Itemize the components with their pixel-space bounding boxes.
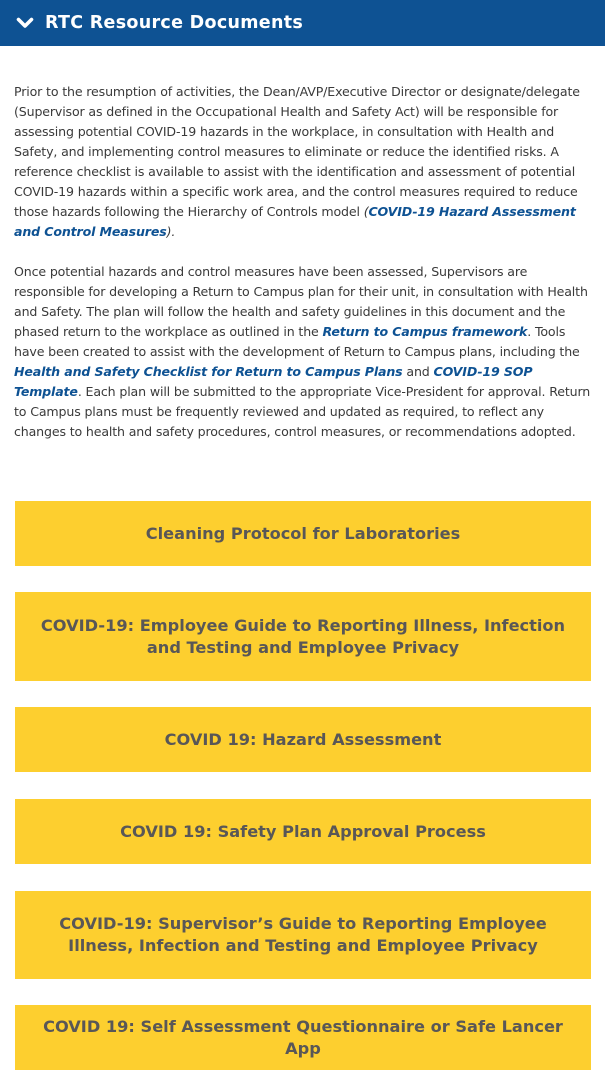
paragraph-1-text: Prior to the resumption of activities, the Dean/AVP/Executive Director or designate/delegate (Supervisor as defined in the Occupational Health and Safety Act) will be responsible for assessing potential COVID-19 hazards in the workplace, in consultation with Health and Safety, and implementing control measures to eliminate or reduce the identified risks. A reference checklist is available to assist with the identification and assessment of potential COVID-19 hazards within a specific work area, and the control measures required to reduce those hazards following the Hierarchy of Controls model bbox=[14, 84, 580, 219]
paragraph-2-text-d: . Each plan will be submitted to the appropriate Vice-President for approval. Return to Campus plans must be frequently reviewed and updated as required, to reflect any changes to health and safety procedures, control measures, or recommendations adopted. bbox=[14, 384, 591, 439]
health-safety-checklist-link[interactable]: Health and Safety Checklist for Return to Campus Plans bbox=[14, 364, 403, 379]
chevron-down-icon bbox=[16, 16, 34, 30]
resource-button-label: COVID 19: Safety Plan Approval Process bbox=[120, 821, 486, 841]
resource-button-cleaning-protocol[interactable] bbox=[15, 501, 591, 566]
resource-button-safety-plan-approval[interactable] bbox=[15, 799, 591, 864]
resource-button-label: COVID-19: Employee Guide to Reporting Illness, Infection and Testing and Employee Privacy bbox=[40, 615, 566, 657]
sop-template-link[interactable]: COVID-19 SOP Template bbox=[14, 364, 533, 399]
paragraph-2-text-b: . Tools have been created to assist with the development of Return to Campus plans, including the bbox=[14, 324, 580, 359]
resource-button-label: Cleaning Protocol for Laboratories bbox=[145, 523, 461, 543]
paragraph-1-open-paren: ( bbox=[363, 204, 369, 219]
resource-button-supervisor-guide[interactable] bbox=[15, 891, 591, 979]
paragraph-2-text-c: and bbox=[402, 364, 434, 379]
intro-content bbox=[14, 82, 592, 462]
hazard-assessment-link[interactable]: COVID-19 Hazard Assessment and Control Measures bbox=[14, 204, 576, 239]
section-title: RTC Resource Documents bbox=[45, 13, 304, 33]
paragraph-1-close: ). bbox=[166, 224, 176, 239]
accordion-header[interactable] bbox=[0, 0, 605, 46]
resource-button-label: COVID-19: Supervisor’s Guide to Reporting Employee Illness, Infection and Testing and Employee Privacy bbox=[59, 914, 547, 955]
resource-button-hazard-assessment[interactable] bbox=[15, 707, 591, 772]
resource-button-label: COVID 19: Self Assessment Questionnaire or Safe Lancer App bbox=[43, 1016, 563, 1058]
return-to-campus-framework-link[interactable]: Return to Campus framework bbox=[322, 324, 528, 339]
intro-paragraph-1 bbox=[14, 82, 592, 242]
resource-button-employee-guide[interactable] bbox=[15, 592, 591, 681]
resource-button-label: COVID 19: Hazard Assessment bbox=[164, 729, 442, 749]
intro-paragraph-2 bbox=[14, 262, 592, 442]
resource-button-self-assessment[interactable] bbox=[15, 1005, 591, 1070]
paragraph-2-text-a: Once potential hazards and control measures have been assessed, Supervisors are responsible for developing a Return to Campus plan for their unit, in consultation with Health and Safety. The plan will follow the health and safety guidelines in this document and the phased return to the workplace as outlined in the bbox=[14, 264, 588, 339]
